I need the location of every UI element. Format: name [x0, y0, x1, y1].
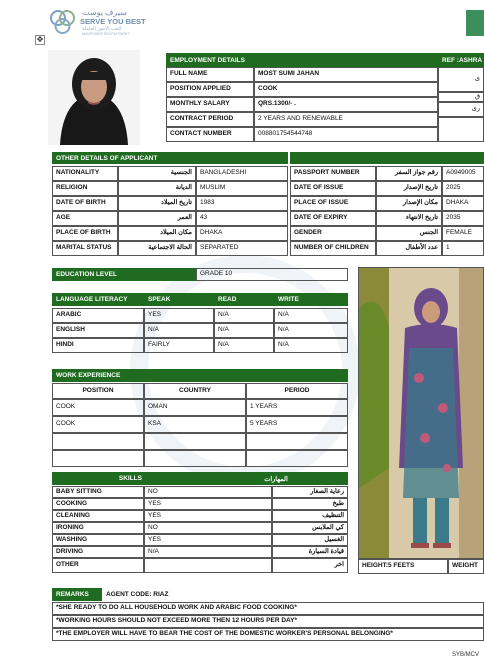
- work-row-position: COOK: [52, 416, 144, 433]
- skill-label: DRIVING: [52, 546, 144, 558]
- language-row-speak: YES: [144, 308, 214, 323]
- language-row-read: N/A: [214, 308, 274, 323]
- employment-details-header: EMPLOYMENT DETAILS: [166, 53, 438, 67]
- contact-value: 008801754544748: [254, 127, 438, 142]
- age-value: 43: [196, 211, 288, 226]
- dob-label: DATE OF BIRTH: [52, 196, 118, 211]
- logo-english: SERVE YOU BEST: [80, 17, 146, 26]
- logo-tagline-en: MANPOWER RECRUITMENT: [82, 32, 130, 36]
- nationality-label: NATIONALITY: [52, 166, 118, 181]
- language-row-speak: FAIRLY: [144, 338, 214, 353]
- full-name-label: FULL NAME: [166, 67, 254, 82]
- ref-number: REF :ASHRA: [438, 53, 484, 67]
- logo-mark-icon: [48, 8, 78, 36]
- weight-value: WEIGHT: [448, 559, 484, 574]
- language-read-header: READ: [214, 293, 274, 306]
- skill-label: COOKING: [52, 498, 144, 510]
- skill-ar: طبخ: [272, 498, 348, 510]
- children-ar: عدد الأطفال: [376, 241, 442, 256]
- gender-ar: الجنس: [376, 226, 442, 241]
- top-right-tab: [466, 10, 484, 36]
- remark-line-3: *THE EMPLOYER WILL HAVE TO BEAR THE COST OF THE DOMESTIC WORKER'S PERSONAL BELONGING*: [52, 628, 484, 641]
- language-header: LANGUAGE LITERACY: [52, 293, 144, 306]
- height-value: HEIGHT:5 FEETS: [358, 559, 448, 574]
- language-row-read: N/A: [214, 338, 274, 353]
- contract-label: CONTRACT PERIOD: [166, 112, 254, 127]
- religion-value: MUSLIM: [196, 181, 288, 196]
- language-write-header: WRITE: [274, 293, 348, 306]
- marital-ar: الحالة الاجتماعية: [118, 241, 196, 256]
- move-handle-icon[interactable]: ✥: [36, 35, 44, 44]
- portrait-photo: [48, 50, 140, 145]
- skill-value: YES: [144, 498, 272, 510]
- nationality-value: BANGLADESHI: [196, 166, 288, 181]
- side-blank-1: [438, 117, 484, 142]
- work-row-country: KSA: [144, 416, 246, 433]
- issue-date-ar: تاريخ الإصدار: [376, 181, 442, 196]
- passport-value: A0949005: [442, 166, 484, 181]
- dob-ar: تاريخ الميلاد: [118, 196, 196, 211]
- marital-label: MARITAL STATUS: [52, 241, 118, 256]
- skill-ar: اخر: [272, 558, 348, 573]
- nationality-ar: الجنسية: [118, 166, 196, 181]
- remark-line-2: *WORKING HOURS SHOULD NOT EXCEED MORE THEN 12 HOURS PER DAY*: [52, 615, 484, 628]
- skill-value: N/A: [144, 546, 272, 558]
- expiry-value: 2035: [442, 211, 484, 226]
- full-name-value: MOST SUMI JAHAN: [254, 67, 438, 82]
- skills-header-ar: المهارات: [204, 472, 348, 485]
- passport-label: PASSPORT NUMBER: [290, 166, 376, 181]
- pob-ar: مكان الميلاد: [118, 226, 196, 241]
- work-row-country: [144, 433, 246, 450]
- skill-value: YES: [144, 510, 272, 522]
- religion-label: RELIGION: [52, 181, 118, 196]
- language-row-write: N/A: [274, 323, 348, 338]
- language-row-write: N/A: [274, 338, 348, 353]
- full-body-photo: [358, 267, 484, 559]
- remarks-label: REMARKS: [52, 588, 102, 601]
- passport-ar: رقم جواز السفر: [376, 166, 442, 181]
- work-row-period: [246, 433, 348, 450]
- other-details-header: OTHER DETAILS OF APPLICANT: [52, 152, 288, 164]
- work-row-position: [52, 433, 144, 450]
- agent-code: AGENT CODE: RIAZ: [106, 591, 169, 598]
- language-row-label: ENGLISH: [52, 323, 144, 338]
- gender-value: FEMALE: [442, 226, 484, 241]
- issue-place-label: PLACE OF ISSUE: [290, 196, 376, 211]
- gender-label: GENDER: [290, 226, 376, 241]
- issue-date-label: DATE OF ISSUE: [290, 181, 376, 196]
- work-row-position: COOK: [52, 399, 144, 416]
- skill-ar: رعاية الصغار: [272, 486, 348, 498]
- work-experience-header: WORK EXPERIENCE: [52, 369, 348, 382]
- language-row-speak: N/A: [144, 323, 214, 338]
- skill-value: YES: [144, 534, 272, 546]
- issue-place-ar: مكان الإصدار: [376, 196, 442, 211]
- language-row-label: HINDI: [52, 338, 144, 353]
- salary-label: MONTHLY SALARY: [166, 97, 254, 112]
- footer-code: SYB/MCV: [452, 652, 480, 658]
- skill-label: CLEANING: [52, 510, 144, 522]
- skill-value: [144, 558, 272, 573]
- logo-tagline-ar: للعب الأجور العاملة: [82, 26, 122, 32]
- skill-ar: كي الملابس: [272, 522, 348, 534]
- side-ar-1: ى: [438, 67, 484, 92]
- issue-date-value: 2025: [442, 181, 484, 196]
- work-row-period: 5 YEARS: [246, 416, 348, 433]
- work-row-country: [144, 450, 246, 467]
- pob-label: PLACE OF BIRTH: [52, 226, 118, 241]
- religion-ar: الديانة: [118, 181, 196, 196]
- work-col-period: PERIOD: [246, 383, 348, 399]
- position-value: COOK: [254, 82, 438, 97]
- skill-label: WASHING: [52, 534, 144, 546]
- work-row-period: [246, 450, 348, 467]
- contract-value: 2 YEARS AND RENEWABLE: [254, 112, 438, 127]
- language-speak-header: SPEAK: [144, 293, 214, 306]
- logo-arabic: سيرف يوست: [82, 8, 127, 17]
- skill-value: NO: [144, 486, 272, 498]
- company-logo: [48, 8, 178, 38]
- skill-label: BABY SITTING: [52, 486, 144, 498]
- dob-value: 1983: [196, 196, 288, 211]
- age-ar: العمر: [118, 211, 196, 226]
- age-label: AGE: [52, 211, 118, 226]
- skill-label: OTHER: [52, 558, 144, 573]
- issue-place-value: DHAKA: [442, 196, 484, 211]
- children-value: 1: [442, 241, 484, 256]
- skill-label: IRONING: [52, 522, 144, 534]
- work-row-country: OMAN: [144, 399, 246, 416]
- side-ar-2: ق: [438, 92, 484, 102]
- position-label: POSITION APPLIED: [166, 82, 254, 97]
- other-details-header-right: [290, 152, 484, 164]
- work-col-country: COUNTRY: [144, 383, 246, 399]
- language-row-label: ARABIC: [52, 308, 144, 323]
- language-row-write: N/A: [274, 308, 348, 323]
- skill-ar: قيادة السيارة: [272, 546, 348, 558]
- work-col-position: POSITION: [52, 383, 144, 399]
- expiry-ar: تاريخ الانتهاء: [376, 211, 442, 226]
- expiry-label: DATE OF EXPIRY: [290, 211, 376, 226]
- language-row-read: N/A: [214, 323, 274, 338]
- skill-value: NO: [144, 522, 272, 534]
- education-label: EDUCATION LEVEL: [52, 268, 196, 281]
- work-row-position: [52, 450, 144, 467]
- side-ar-3: رى: [438, 102, 484, 117]
- skill-ar: الغسيل: [272, 534, 348, 546]
- children-label: NUMBER OF CHILDREN: [290, 241, 376, 256]
- education-value: GRADE 10: [196, 268, 348, 281]
- salary-value: QRS.1300/- .: [254, 97, 438, 112]
- contact-label: CONTACT NUMBER: [166, 127, 254, 142]
- pob-value: DHAKA: [196, 226, 288, 241]
- skills-header: SKILLS: [52, 472, 204, 485]
- marital-value: SEPARATED: [196, 241, 288, 256]
- remark-line-1: *SHE READY TO DO ALL HOUSEHOLD WORK AND ARABIC FOOD COOKING*: [52, 602, 484, 615]
- skill-ar: التنظيف: [272, 510, 348, 522]
- work-row-period: 1 YEARS: [246, 399, 348, 416]
